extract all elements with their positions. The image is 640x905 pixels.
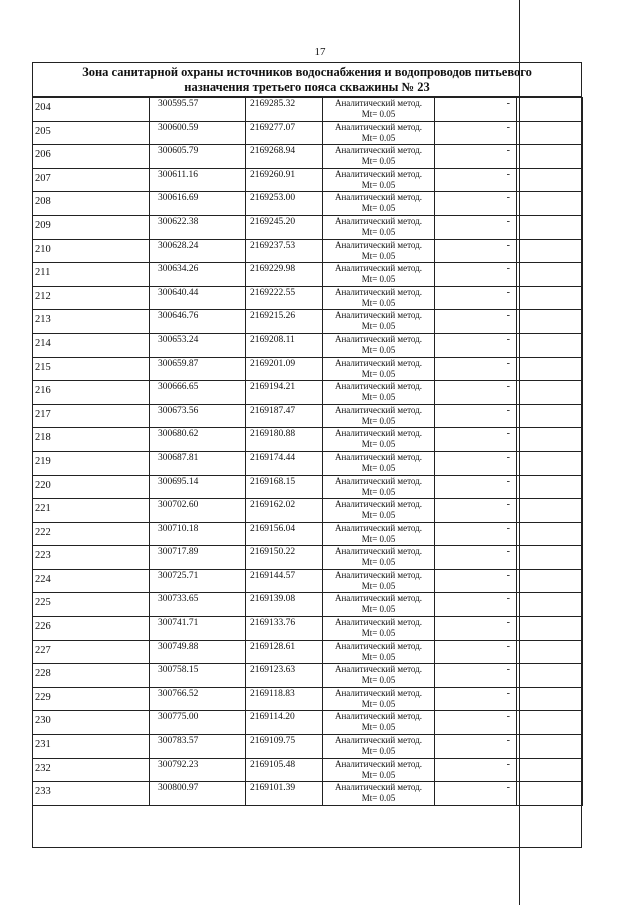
point-number-cell: 222 <box>33 522 150 546</box>
method-label: Аналитический метод. <box>334 404 423 415</box>
point-number-cell: 210 <box>33 239 150 263</box>
method-cell <box>323 617 435 641</box>
y-coordinate-cell: 2169133.76 <box>246 617 323 641</box>
dash-cell: - <box>435 428 517 452</box>
x-coordinate-cell: 300717.89 <box>150 546 246 570</box>
point-number-cell: 204 <box>33 98 150 122</box>
empty-cell <box>517 428 583 452</box>
x-coordinate-cell: 300680.62 <box>150 428 246 452</box>
y-coordinate-cell: 2169201.09 <box>246 357 323 381</box>
method-cell <box>323 640 435 664</box>
dash-cell: - <box>435 333 517 357</box>
dash-cell: - <box>435 310 517 334</box>
method-cell <box>323 546 435 570</box>
empty-cell <box>517 451 583 475</box>
point-number-cell: 229 <box>33 687 150 711</box>
accuracy-value: Mt= 0.05 <box>361 344 396 355</box>
empty-cell <box>517 168 583 192</box>
method-label: Аналитический метод. <box>334 687 423 698</box>
y-coordinate-cell: 2169237.53 <box>246 239 323 263</box>
document-sheet <box>32 62 582 848</box>
method-label: Аналитический метод. <box>334 310 423 321</box>
method-cell <box>323 758 435 782</box>
empty-cell <box>517 357 583 381</box>
method-label: Аналитический метод. <box>334 121 423 132</box>
x-coordinate-cell: 300758.15 <box>150 664 246 688</box>
dash-cell: - <box>435 286 517 310</box>
table-row <box>33 475 583 499</box>
empty-cell <box>517 333 583 357</box>
dash-cell: - <box>435 357 517 381</box>
accuracy-value: Mt= 0.05 <box>361 250 396 261</box>
accuracy-value: Mt= 0.05 <box>361 486 396 497</box>
empty-cell <box>517 546 583 570</box>
table-row <box>33 569 583 593</box>
dash-cell: - <box>435 499 517 523</box>
title-line-2: назначения третьего пояса скважины № 23 <box>184 80 430 94</box>
method-cell <box>323 286 435 310</box>
x-coordinate-cell: 300800.97 <box>150 782 246 806</box>
method-label: Аналитический метод. <box>334 451 423 462</box>
y-coordinate-cell: 2169144.57 <box>246 569 323 593</box>
method-cell <box>323 381 435 405</box>
method-label: Аналитический метод. <box>334 192 423 203</box>
method-label: Аналитический метод. <box>334 617 423 628</box>
table-row <box>33 782 583 806</box>
method-label: Аналитический метод. <box>334 286 423 297</box>
empty-cell <box>517 215 583 239</box>
y-coordinate-cell: 2169180.88 <box>246 428 323 452</box>
method-label: Аналитический метод. <box>334 239 423 250</box>
empty-cell <box>517 640 583 664</box>
method-label: Аналитический метод. <box>334 475 423 486</box>
table-row <box>33 546 583 570</box>
accuracy-value: Mt= 0.05 <box>361 368 396 379</box>
point-number-cell: 217 <box>33 404 150 428</box>
empty-cell <box>517 687 583 711</box>
method-cell <box>323 782 435 806</box>
point-number-cell: 212 <box>33 286 150 310</box>
dash-cell: - <box>435 475 517 499</box>
y-coordinate-cell: 2169215.26 <box>246 310 323 334</box>
y-coordinate-cell: 2169187.47 <box>246 404 323 428</box>
y-coordinate-cell: 2169105.48 <box>246 758 323 782</box>
method-cell <box>323 451 435 475</box>
method-label: Аналитический метод. <box>334 168 423 179</box>
method-cell <box>323 499 435 523</box>
point-number-cell: 220 <box>33 475 150 499</box>
x-coordinate-cell: 300653.24 <box>150 333 246 357</box>
accuracy-value: Mt= 0.05 <box>361 297 396 308</box>
x-coordinate-cell: 300666.65 <box>150 381 246 405</box>
table-row <box>33 168 583 192</box>
x-coordinate-cell: 300595.57 <box>150 98 246 122</box>
dash-cell: - <box>435 239 517 263</box>
y-coordinate-cell: 2169168.15 <box>246 475 323 499</box>
y-coordinate-cell: 2169277.07 <box>246 121 323 145</box>
table-row <box>33 286 583 310</box>
accuracy-value: Mt= 0.05 <box>361 675 396 686</box>
dash-cell: - <box>435 711 517 735</box>
dash-cell: - <box>435 735 517 759</box>
empty-cell <box>517 522 583 546</box>
table-row <box>33 381 583 405</box>
method-label: Аналитический метод. <box>334 640 423 651</box>
point-number-cell: 226 <box>33 617 150 641</box>
method-label: Аналитический метод. <box>334 357 423 368</box>
method-cell <box>323 735 435 759</box>
point-number-cell: 224 <box>33 569 150 593</box>
dash-cell: - <box>435 593 517 617</box>
method-label: Аналитический метод. <box>334 381 423 392</box>
empty-cell <box>517 735 583 759</box>
method-cell <box>323 404 435 428</box>
method-cell <box>323 687 435 711</box>
method-label: Аналитический метод. <box>334 333 423 344</box>
accuracy-value: Mt= 0.05 <box>361 604 396 615</box>
method-label: Аналитический метод. <box>334 98 423 108</box>
method-cell <box>323 239 435 263</box>
method-cell <box>323 664 435 688</box>
empty-cell <box>517 758 583 782</box>
accuracy-value: Mt= 0.05 <box>361 415 396 426</box>
method-cell <box>323 357 435 381</box>
y-coordinate-cell: 2169162.02 <box>246 499 323 523</box>
method-label: Аналитический метод. <box>334 735 423 746</box>
method-label: Аналитический метод. <box>334 546 423 557</box>
y-coordinate-cell: 2169285.32 <box>246 98 323 122</box>
point-number-cell: 208 <box>33 192 150 216</box>
point-number-cell: 223 <box>33 546 150 570</box>
y-coordinate-cell: 2169109.75 <box>246 735 323 759</box>
x-coordinate-cell: 300659.87 <box>150 357 246 381</box>
method-label: Аналитический метод. <box>334 215 423 226</box>
accuracy-value: Mt= 0.05 <box>361 580 396 591</box>
table-row <box>33 404 583 428</box>
x-coordinate-cell: 300702.60 <box>150 499 246 523</box>
method-cell <box>323 310 435 334</box>
table-row <box>33 310 583 334</box>
dash-cell: - <box>435 758 517 782</box>
table-row <box>33 215 583 239</box>
table-row <box>33 263 583 287</box>
point-number-cell: 209 <box>33 215 150 239</box>
empty-cell <box>517 98 583 122</box>
dash-cell: - <box>435 145 517 169</box>
table-row <box>33 121 583 145</box>
y-coordinate-cell: 2169208.11 <box>246 333 323 357</box>
y-coordinate-cell: 2169150.22 <box>246 546 323 570</box>
point-number-cell: 213 <box>33 310 150 334</box>
empty-cell <box>517 664 583 688</box>
method-label: Аналитический метод. <box>334 593 423 604</box>
accuracy-value: Mt= 0.05 <box>361 533 396 544</box>
point-number-cell: 228 <box>33 664 150 688</box>
table-row <box>33 735 583 759</box>
dash-cell: - <box>435 381 517 405</box>
dash-cell: - <box>435 522 517 546</box>
accuracy-value: Mt= 0.05 <box>361 510 396 521</box>
table-row <box>33 522 583 546</box>
point-number-cell: 221 <box>33 499 150 523</box>
y-coordinate-cell: 2169253.00 <box>246 192 323 216</box>
point-number-cell: 215 <box>33 357 150 381</box>
method-cell <box>323 145 435 169</box>
table-row <box>33 499 583 523</box>
accuracy-value: Mt= 0.05 <box>361 557 396 568</box>
empty-cell <box>517 310 583 334</box>
empty-cell <box>517 145 583 169</box>
accuracy-value: Mt= 0.05 <box>361 203 396 214</box>
accuracy-value: Mt= 0.05 <box>361 156 396 167</box>
method-label: Аналитический метод. <box>334 263 423 274</box>
table-row <box>33 145 583 169</box>
y-coordinate-cell: 2169268.94 <box>246 145 323 169</box>
table-row <box>33 593 583 617</box>
accuracy-value: Mt= 0.05 <box>361 439 396 450</box>
y-coordinate-cell: 2169128.61 <box>246 640 323 664</box>
point-number-cell: 230 <box>33 711 150 735</box>
point-number-cell: 225 <box>33 593 150 617</box>
point-number-cell: 206 <box>33 145 150 169</box>
y-coordinate-cell: 2169114.20 <box>246 711 323 735</box>
method-label: Аналитический метод. <box>334 499 423 510</box>
method-cell <box>323 263 435 287</box>
method-label: Аналитический метод. <box>334 145 423 156</box>
dash-cell: - <box>435 98 517 122</box>
empty-cell <box>517 192 583 216</box>
x-coordinate-cell: 300783.57 <box>150 735 246 759</box>
accuracy-value: Mt= 0.05 <box>361 698 396 709</box>
point-number-cell: 231 <box>33 735 150 759</box>
dash-cell: - <box>435 192 517 216</box>
dash-cell: - <box>435 404 517 428</box>
x-coordinate-cell: 300640.44 <box>150 286 246 310</box>
method-cell <box>323 98 435 122</box>
dash-cell: - <box>435 263 517 287</box>
method-label: Аналитический метод. <box>334 711 423 722</box>
method-label: Аналитический метод. <box>334 569 423 580</box>
y-coordinate-cell: 2169245.20 <box>246 215 323 239</box>
table-row <box>33 98 583 122</box>
empty-cell <box>517 121 583 145</box>
title-line-1: Зона санитарной охраны источников водоснабжения и водопроводов питьевого <box>82 65 532 79</box>
empty-cell <box>517 404 583 428</box>
x-coordinate-cell: 300673.56 <box>150 404 246 428</box>
empty-cell <box>517 711 583 735</box>
x-coordinate-cell: 300766.52 <box>150 687 246 711</box>
x-coordinate-cell: 300616.69 <box>150 192 246 216</box>
method-label: Аналитический метод. <box>334 782 423 793</box>
point-number-cell: 233 <box>33 782 150 806</box>
empty-cell <box>517 286 583 310</box>
x-coordinate-cell: 300710.18 <box>150 522 246 546</box>
dash-cell: - <box>435 617 517 641</box>
dash-cell: - <box>435 664 517 688</box>
y-coordinate-cell: 2169229.98 <box>246 263 323 287</box>
point-number-cell: 205 <box>33 121 150 145</box>
empty-cell <box>517 381 583 405</box>
table-row <box>33 687 583 711</box>
y-coordinate-cell: 2169139.08 <box>246 593 323 617</box>
y-coordinate-cell: 2169174.44 <box>246 451 323 475</box>
accuracy-value: Mt= 0.05 <box>361 226 396 237</box>
empty-cell <box>517 499 583 523</box>
point-number-cell: 232 <box>33 758 150 782</box>
x-coordinate-cell: 300622.38 <box>150 215 246 239</box>
accuracy-value: Mt= 0.05 <box>361 321 396 332</box>
empty-cell <box>517 593 583 617</box>
dash-cell: - <box>435 168 517 192</box>
table-row <box>33 239 583 263</box>
point-number-cell: 211 <box>33 263 150 287</box>
accuracy-value: Mt= 0.05 <box>361 793 396 804</box>
method-cell <box>323 475 435 499</box>
method-cell <box>323 168 435 192</box>
method-cell <box>323 121 435 145</box>
method-cell <box>323 593 435 617</box>
y-coordinate-cell: 2169194.21 <box>246 381 323 405</box>
coordinates-table <box>32 97 583 806</box>
accuracy-value: Mt= 0.05 <box>361 651 396 662</box>
x-coordinate-cell: 300687.81 <box>150 451 246 475</box>
accuracy-value: Mt= 0.05 <box>361 722 396 733</box>
accuracy-value: Mt= 0.05 <box>361 274 396 285</box>
method-label: Аналитический метод. <box>334 664 423 675</box>
point-number-cell: 218 <box>33 428 150 452</box>
page-title <box>33 63 581 97</box>
table-row <box>33 192 583 216</box>
y-coordinate-cell: 2169222.55 <box>246 286 323 310</box>
y-coordinate-cell: 2169123.63 <box>246 664 323 688</box>
table-row <box>33 357 583 381</box>
table-row <box>33 664 583 688</box>
y-coordinate-cell: 2169260.91 <box>246 168 323 192</box>
accuracy-value: Mt= 0.05 <box>361 746 396 757</box>
x-coordinate-cell: 300611.16 <box>150 168 246 192</box>
x-coordinate-cell: 300605.79 <box>150 145 246 169</box>
table-row <box>33 428 583 452</box>
page-number: 17 <box>314 46 326 58</box>
method-cell <box>323 569 435 593</box>
table-row <box>33 711 583 735</box>
x-coordinate-cell: 300695.14 <box>150 475 246 499</box>
method-cell <box>323 333 435 357</box>
empty-cell <box>517 475 583 499</box>
x-coordinate-cell: 300775.00 <box>150 711 246 735</box>
table-row <box>33 640 583 664</box>
accuracy-value: Mt= 0.05 <box>361 132 396 143</box>
point-number-cell: 207 <box>33 168 150 192</box>
accuracy-value: Mt= 0.05 <box>361 392 396 403</box>
point-number-cell: 227 <box>33 640 150 664</box>
method-cell <box>323 522 435 546</box>
method-cell <box>323 711 435 735</box>
x-coordinate-cell: 300646.76 <box>150 310 246 334</box>
method-label: Аналитический метод. <box>334 758 423 769</box>
dash-cell: - <box>435 569 517 593</box>
method-label: Аналитический метод. <box>334 522 423 533</box>
point-number-cell: 216 <box>33 381 150 405</box>
accuracy-value: Mt= 0.05 <box>361 109 396 119</box>
empty-cell <box>517 263 583 287</box>
x-coordinate-cell: 300634.26 <box>150 263 246 287</box>
table-row <box>33 333 583 357</box>
method-cell <box>323 192 435 216</box>
x-coordinate-cell: 300600.59 <box>150 121 246 145</box>
table-row <box>33 758 583 782</box>
dash-cell: - <box>435 782 517 806</box>
method-cell <box>323 215 435 239</box>
method-cell <box>323 428 435 452</box>
table-row <box>33 617 583 641</box>
point-number-cell: 219 <box>33 451 150 475</box>
dash-cell: - <box>435 121 517 145</box>
dash-cell: - <box>435 640 517 664</box>
accuracy-value: Mt= 0.05 <box>361 462 396 473</box>
y-coordinate-cell: 2169118.83 <box>246 687 323 711</box>
accuracy-value: Mt= 0.05 <box>361 769 396 780</box>
method-label: Аналитический метод. <box>334 428 423 439</box>
dash-cell: - <box>435 546 517 570</box>
x-coordinate-cell: 300749.88 <box>150 640 246 664</box>
empty-cell <box>517 239 583 263</box>
accuracy-value: Mt= 0.05 <box>361 179 396 190</box>
empty-cell <box>517 569 583 593</box>
y-coordinate-cell: 2169101.39 <box>246 782 323 806</box>
x-coordinate-cell: 300792.23 <box>150 758 246 782</box>
table-row <box>33 451 583 475</box>
empty-cell <box>517 782 583 806</box>
x-coordinate-cell: 300628.24 <box>150 239 246 263</box>
empty-cell <box>517 617 583 641</box>
x-coordinate-cell: 300725.71 <box>150 569 246 593</box>
dash-cell: - <box>435 451 517 475</box>
y-coordinate-cell: 2169156.04 <box>246 522 323 546</box>
x-coordinate-cell: 300733.65 <box>150 593 246 617</box>
accuracy-value: Mt= 0.05 <box>361 628 396 639</box>
point-number-cell: 214 <box>33 333 150 357</box>
dash-cell: - <box>435 215 517 239</box>
x-coordinate-cell: 300741.71 <box>150 617 246 641</box>
dash-cell: - <box>435 687 517 711</box>
